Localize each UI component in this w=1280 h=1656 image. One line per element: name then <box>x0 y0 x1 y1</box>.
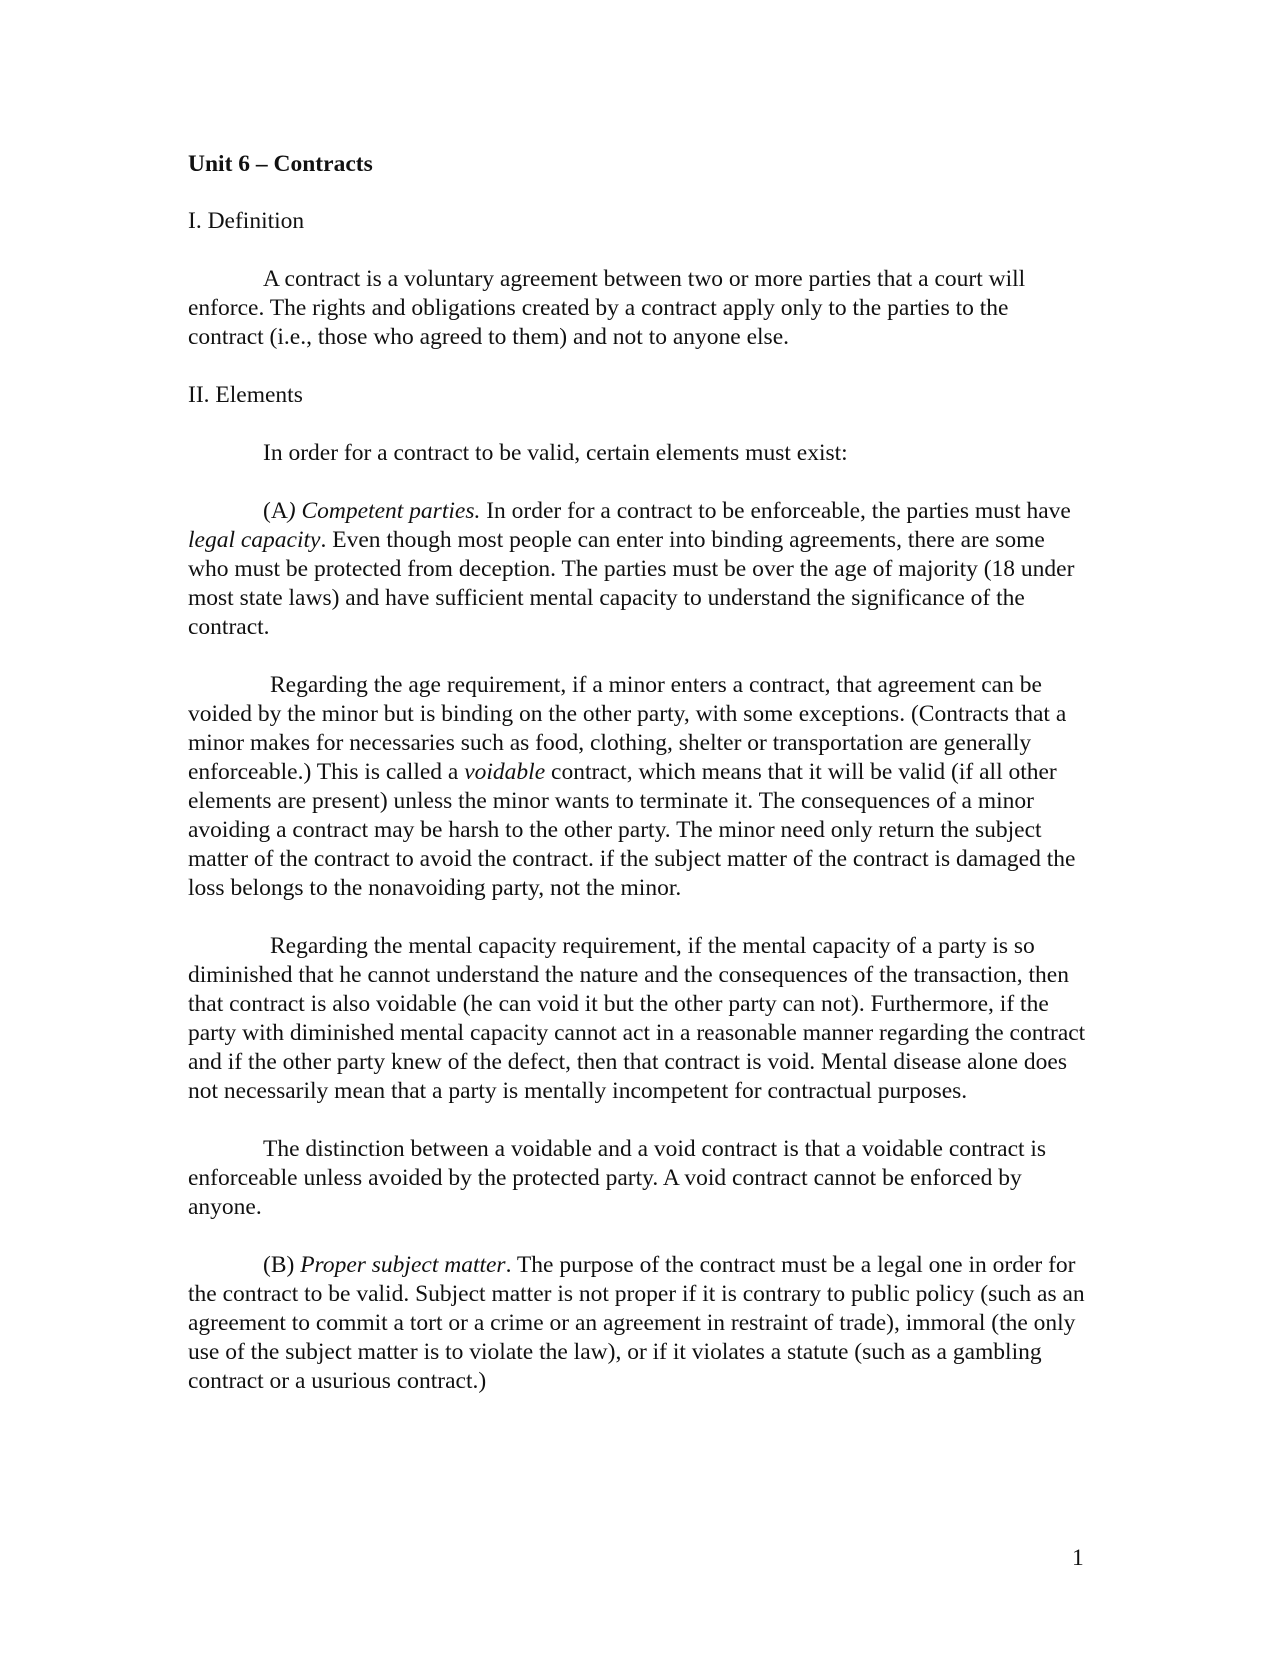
definition-paragraph: A contract is a voluntary agreement between two or more parties that a court will enforce. The rights and obligations created by a contract apply only to the parties to the contract (i.e., those who agreed to them) and not to anyone else. <box>188 266 1026 350</box>
mental-capacity-paragraph: Regarding the mental capacity requirement, if the mental capacity of a party is so diminished that he cannot understand the nature and the consequences of the transaction, then that contract is also voidable (he can void it but the other party can not). Furthermore, if the party with diminished mental capacity cannot act in a reasonable manner regarding the contract and if the other party knew of the defect, then that contract is void. Mental disease alone does not necessarily mean that a party is mentally incompetent for contractual purposes. <box>188 933 1086 1104</box>
element-a-text-2: . Even though most people can enter into binding agreements, there are some who must be protected from deception. The parties must be over the age of majority (18 under most state laws) and have sufficient mental capacity to understand the significance of the contract. <box>188 527 1075 640</box>
page-title: Unit 6 – Contracts <box>188 151 373 177</box>
element-b-text: . The purpose of the contract must be a legal one in order for the contract to be valid. Subject matter is not proper if it is contrary to public policy (such as an agreement to commit a tort or a crime or an agreement in restraint of trade), immoral (the only use of the subject matter is to violate the law), or if it violates a statute (such as a gambling contract or a usurious contract.) <box>188 1252 1085 1394</box>
section-heading-definition: I. Definition <box>188 208 305 234</box>
document-body <box>188 150 1088 1425</box>
elements-intro-paragraph: In order for a contract to be valid, certain elements must exist: <box>263 440 848 466</box>
age-text-1: Regarding the age requirement, if a minor enters a contract, that agreement can be voided by the minor but is binding on the other party, with some exceptions. (Contracts that a minor makes for necessaries such as food, clothing, shelter or transportation are generally enforceable.) This is called a <box>188 672 1067 785</box>
voidable-term: voidable <box>464 759 546 785</box>
element-a-text-1: In order for a contract to be enforceable, the parties must have <box>480 498 1071 524</box>
element-a-label: (A <box>263 498 288 524</box>
distinction-paragraph: The distinction between a voidable and a void contract is that a voidable contract is enforceable unless avoided by the protected party. A void contract cannot be enforced by anyone. <box>188 1136 1047 1220</box>
section-heading-elements: II. Elements <box>188 382 303 408</box>
element-b-label: (B) <box>263 1252 301 1278</box>
page-number: 1 <box>1072 1545 1084 1571</box>
competent-parties-paragraph <box>188 497 1088 642</box>
proper-subject-matter-paragraph <box>188 1251 1088 1396</box>
element-b-title: Proper subject matter <box>300 1252 506 1278</box>
age-text-2: contract, which means that it will be valid (if all other elements are present) unless the minor wants to terminate it. The consequences of a minor avoiding a contract may be harsh to the other party. The minor need only return the subject matter of the contract to avoid the contract. if the subject matter of the contract is damaged the loss belongs to the nonavoiding party, not the minor. <box>188 759 1076 901</box>
element-a-title: ) Competent parties. <box>287 498 481 524</box>
age-requirement-paragraph <box>188 671 1088 903</box>
legal-capacity-term: legal capacity <box>188 527 321 553</box>
